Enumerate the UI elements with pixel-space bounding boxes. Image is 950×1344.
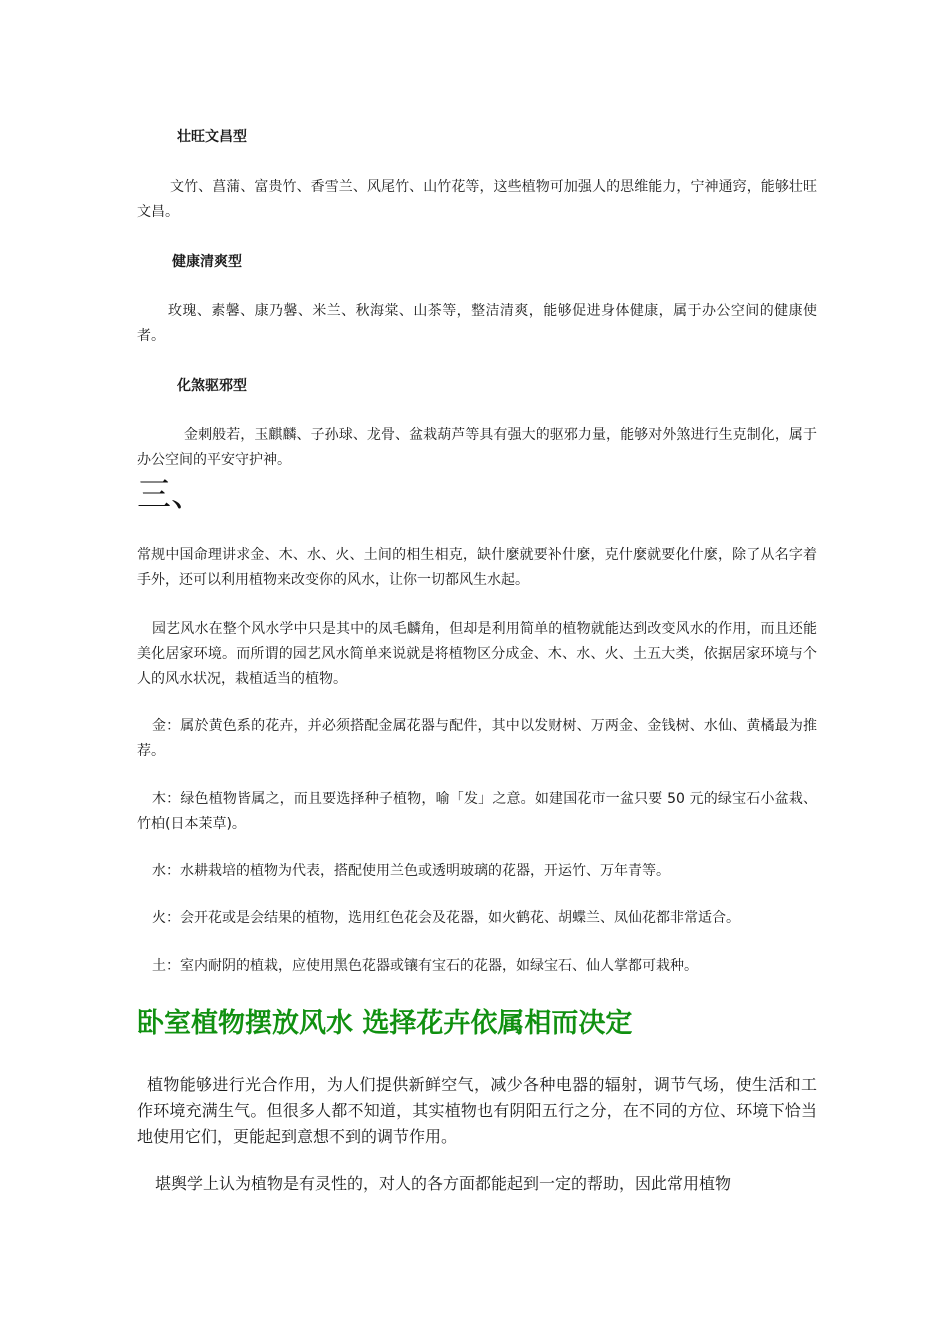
paragraph-fire: 火：会开花或是会结果的植物，选用红色花会及花器，如火鹤花、胡蝶兰、凤仙花都非常适合。 — [152, 910, 740, 926]
paragraph-intro: 常规中国命理讲求金、木、水、火、土间的相生相克，缺什麼就要补什麼，克什麼就要化什麼，除了从名字着手外，还可以利用植物来改变你的风水，让你一切都风生水起。 — [137, 547, 817, 588]
paragraph-water: 水：水耕栽培的植物为代表，搭配使用兰色或透明玻璃的花器，开运竹、万年青等。 — [152, 863, 670, 879]
paragraph-metal: 金：属於黄色系的花卉，并必须搭配金属花器与配件，其中以发财树、万两金、金钱树、水仙、黄橘最为推荐。 — [137, 718, 817, 759]
paragraph-earth: 土：室内耐阴的植栽，应使用黑色花器或镶有宝石的花器，如绿宝石、仙人掌都可栽种。 — [152, 958, 698, 974]
paragraph-bedroom-intro: 植物能够进行光合作用，为人们提供新鲜空气，减少各种电器的辐射，调节气场，使生活和工作环境充满生气。但很多人都不知道，其实植物也有阴阳五行之分，在不同的方位、环境下恰当地使用它们，更能起到意想不到的调节作用。 — [137, 1075, 817, 1146]
paragraph-bedroom-fengshui: 堪舆学上认为植物是有灵性的，对人的各方面都能起到一定的帮助，因此常用植物 — [155, 1174, 732, 1193]
paragraph-wood: 木：绿色植物皆属之，而且要选择种子植物，喻「发」之意。如建国花市一盆只要 50 元的绿宝石小盆栽、竹柏(日本茉草)。 — [137, 791, 817, 832]
heading-health: 健康清爽型 — [172, 254, 242, 270]
heading-evil: 化煞驱邪型 — [177, 378, 247, 394]
paragraph-wenchang: 文竹、菖蒲、富贵竹、香雪兰、风尾竹、山竹花等，这些植物可加强人的思维能力，宁神通窍，能够壮旺文昌。 — [137, 179, 817, 220]
paragraph-garden: 园艺风水在整个风水学中只是其中的凤毛麟角，但却是利用简单的植物就能达到改变风水的作用，而且还能美化居家环境。而所谓的园艺风水简单来说就是将植物区分成金、木、水、火、土五大类，依据居家环境与个人的风水状况，栽植适当的植物。 — [137, 621, 817, 687]
section-number: 三、 — [137, 475, 205, 515]
bedroom-title: 卧室植物摆放风水 选择花卉依属相而决定 — [137, 1008, 633, 1039]
heading-wenchang: 壮旺文昌型 — [177, 129, 247, 145]
paragraph-evil: 金刺般若，玉麒麟、子孙球、龙骨、盆栽葫芦等具有强大的驱邪力量，能够对外煞进行生克制化，属于办公空间的平安守护神。 — [137, 427, 817, 468]
paragraph-health: 玫瑰、素馨、康乃馨、米兰、秋海棠、山茶等，整洁清爽，能够促进身体健康，属于办公空间的健康使者。 — [137, 303, 817, 344]
